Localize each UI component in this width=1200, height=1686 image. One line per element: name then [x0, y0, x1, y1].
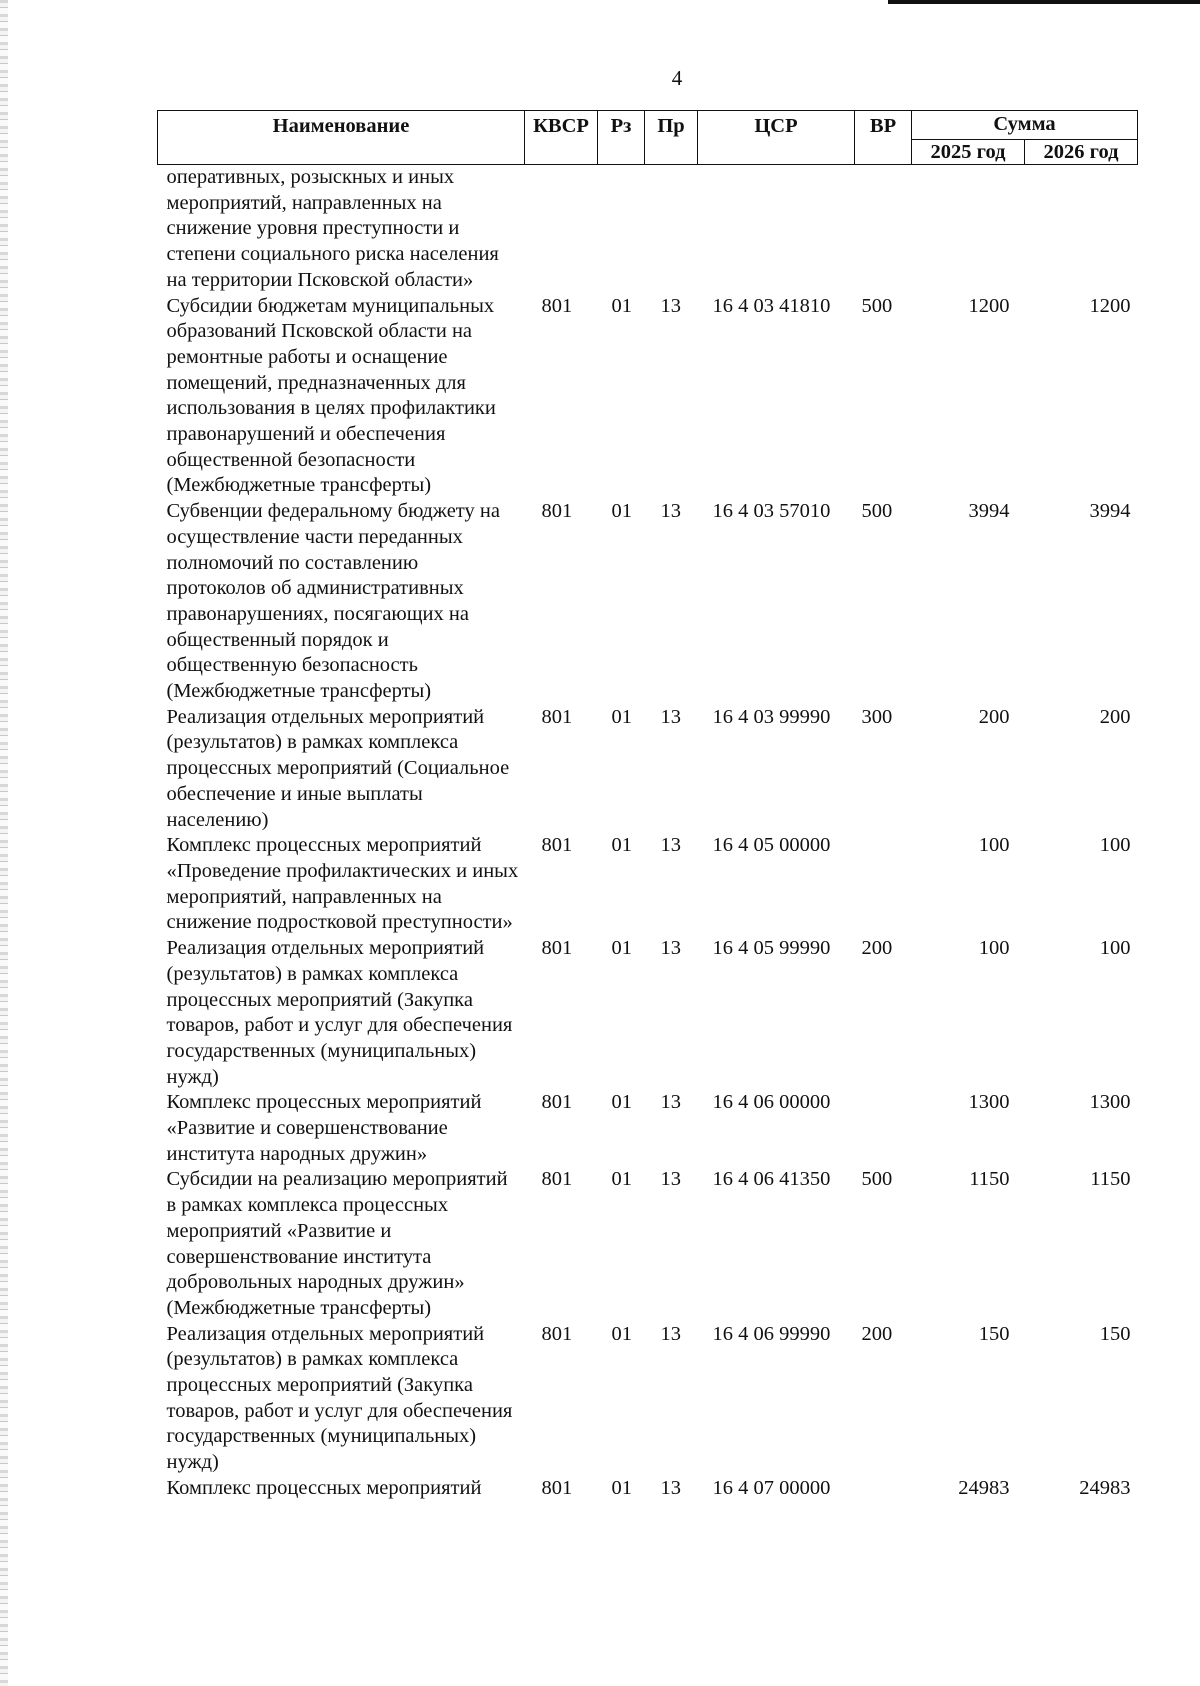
cell-pr: 13 [660, 937, 681, 960]
cell-vr: 500 [861, 294, 893, 317]
cell-pr: 13 [660, 294, 681, 317]
cell-sum-2025: 1300 [968, 1091, 1010, 1114]
cell-sum-2026 [1025, 165, 1138, 294]
cell-vr: 300 [861, 705, 893, 728]
table-row [158, 1090, 1138, 1167]
cell-csr: 16 4 06 99990 [712, 1322, 831, 1345]
cell-rz: 01 [611, 294, 632, 317]
cell-sum-2025: 100 [978, 834, 1010, 857]
table-header [158, 111, 1138, 165]
cell-name: Субсидии бюджетам муниципальных образований Псковской области на ремонтные работы и оснащение помещений, предназначенных для использования в целях профилактики правонарушений и обеспечения общественной безопасности (Межбюджетные трансферты) [166, 294, 496, 497]
cell-sum-2025 [912, 165, 1025, 294]
page-number: 4 [671, 66, 683, 90]
cell-rz: 01 [611, 1322, 632, 1345]
cell-sum-2025: 200 [978, 705, 1010, 728]
cell-kvsr: 801 [541, 834, 573, 857]
cell-name: Реализация отдельных мероприятий (результатов) в рамках комплекса процессных мероприятий (Закупка товаров, работ и услуг для обеспечения государственных (муниципальных) нужд) [166, 937, 513, 1088]
table-row [158, 499, 1138, 705]
table-row [158, 1167, 1138, 1321]
cell-sum-2025: 24983 [958, 1476, 1010, 1499]
cell-sum-2026: 100 [1099, 834, 1131, 857]
cell-csr: 16 4 07 00000 [712, 1476, 831, 1499]
header-name: Наименование [158, 111, 525, 165]
cell-pr: 13 [660, 1322, 681, 1345]
cell-kvsr [525, 165, 598, 294]
table-row [158, 1476, 1138, 1502]
cell-sum-2025: 150 [978, 1322, 1010, 1345]
cell-pr: 13 [660, 500, 681, 523]
cell-sum-2026: 1200 [1089, 294, 1131, 317]
cell-sum-2026: 24983 [1079, 1476, 1131, 1499]
table-row [158, 936, 1138, 1090]
cell-csr: 16 4 05 99990 [712, 937, 831, 960]
cell-name: Субсидии на реализацию мероприятий в рамках комплекса процессных мероприятий «Развитие и совершенствование института добровольных народных дружин» (Межбюджетные трансферты) [166, 1168, 508, 1319]
cell-kvsr: 801 [541, 500, 573, 523]
budget-table [157, 110, 1138, 1502]
header-sum: Сумма [912, 111, 1138, 140]
cell-vr [855, 833, 912, 936]
cell-kvsr: 801 [541, 1168, 573, 1191]
cell-vr [855, 1090, 912, 1167]
cell-sum-2026: 150 [1099, 1322, 1131, 1345]
cell-csr: 16 4 03 57010 [712, 500, 831, 523]
header-vr: ВР [855, 111, 912, 165]
cell-csr [698, 165, 855, 294]
cell-pr: 13 [660, 1476, 681, 1499]
cell-name: оперативных, розыскных и иных мероприятий, направленных на снижение уровня преступности и степени социального риска населения на территории Псковской области» [166, 166, 499, 291]
cell-name: Реализация отдельных мероприятий (результатов) в рамках комплекса процессных мероприятий (Закупка товаров, работ и услуг для обеспечения государственных (муниципальных) нужд) [166, 1322, 513, 1474]
cell-rz: 01 [611, 705, 632, 728]
cell-vr: 200 [861, 1322, 893, 1345]
cell-pr: 13 [660, 1091, 681, 1114]
cell-rz: 01 [611, 1168, 632, 1191]
cell-rz: 01 [611, 1091, 632, 1114]
table-row [158, 1322, 1138, 1476]
cell-vr: 500 [861, 1168, 893, 1191]
cell-csr: 16 4 05 00000 [712, 834, 831, 857]
header-kvsr: КВСР [525, 111, 598, 165]
cell-csr: 16 4 06 41350 [712, 1168, 831, 1191]
table-row [158, 294, 1138, 500]
cell-vr [855, 165, 912, 294]
table-row [158, 705, 1138, 834]
cell-sum-2025: 100 [978, 937, 1010, 960]
cell-vr: 500 [861, 500, 893, 523]
cell-sum-2026: 1150 [1090, 1168, 1131, 1191]
header-year-2025: 2025 год [912, 139, 1025, 164]
header-csr: ЦСР [698, 111, 855, 165]
cell-vr: 200 [861, 937, 893, 960]
cell-pr [645, 165, 698, 294]
cell-kvsr: 801 [541, 1322, 573, 1345]
cell-pr: 13 [660, 705, 681, 728]
cell-sum-2026: 100 [1099, 937, 1131, 960]
cell-csr: 16 4 06 00000 [712, 1091, 831, 1114]
cell-name: Комплекс процессных мероприятий [166, 1476, 482, 1499]
cell-name: Комплекс процессных мероприятий «Развитие и совершенствование института народных дружин» [166, 1091, 482, 1165]
table-body [158, 165, 1138, 1502]
cell-sum-2025: 1150 [969, 1168, 1010, 1191]
cell-sum-2025: 1200 [968, 294, 1010, 317]
cell-rz: 01 [611, 500, 632, 523]
cell-rz: 01 [611, 1476, 632, 1499]
scan-edge-artifact [0, 0, 8, 1686]
cell-sum-2025: 3994 [968, 500, 1010, 523]
cell-name: Субвенции федеральному бюджету на осуществление части переданных полномочий по составлению протоколов об административных правонарушениях, посягающих на общественный порядок и общественную безопасность (Межбюджетные трансферты) [166, 500, 500, 703]
cell-sum-2026: 200 [1099, 705, 1131, 728]
cell-name: Реализация отдельных мероприятий (результатов) в рамках комплекса процессных мероприятий (Социальное обеспечение и иные выплаты населению) [166, 705, 510, 831]
cell-pr: 13 [660, 834, 681, 857]
cell-kvsr: 801 [541, 937, 573, 960]
header-pr: Пр [645, 111, 698, 165]
cell-vr [855, 1476, 912, 1502]
header-rz: Рз [598, 111, 645, 165]
header-year-2026: 2026 год [1025, 139, 1138, 164]
cell-rz: 01 [611, 937, 632, 960]
cell-kvsr: 801 [541, 1476, 573, 1499]
cell-name: Комплекс процессных мероприятий «Проведение профилактических и иных мероприятий, направленных на снижение подростковой преступности» [166, 834, 519, 934]
cell-csr: 16 4 03 99990 [712, 705, 831, 728]
cell-csr: 16 4 03 41810 [712, 294, 831, 317]
scan-top-mark [888, 0, 1200, 4]
cell-sum-2026: 1300 [1089, 1091, 1131, 1114]
table-row [158, 833, 1138, 936]
cell-rz: 01 [611, 834, 632, 857]
cell-kvsr: 801 [541, 705, 573, 728]
cell-pr: 13 [660, 1168, 681, 1191]
cell-sum-2026: 3994 [1089, 500, 1131, 523]
table-row [158, 165, 1138, 294]
cell-kvsr: 801 [541, 1091, 573, 1114]
cell-kvsr: 801 [541, 294, 573, 317]
cell-rz [598, 165, 645, 294]
